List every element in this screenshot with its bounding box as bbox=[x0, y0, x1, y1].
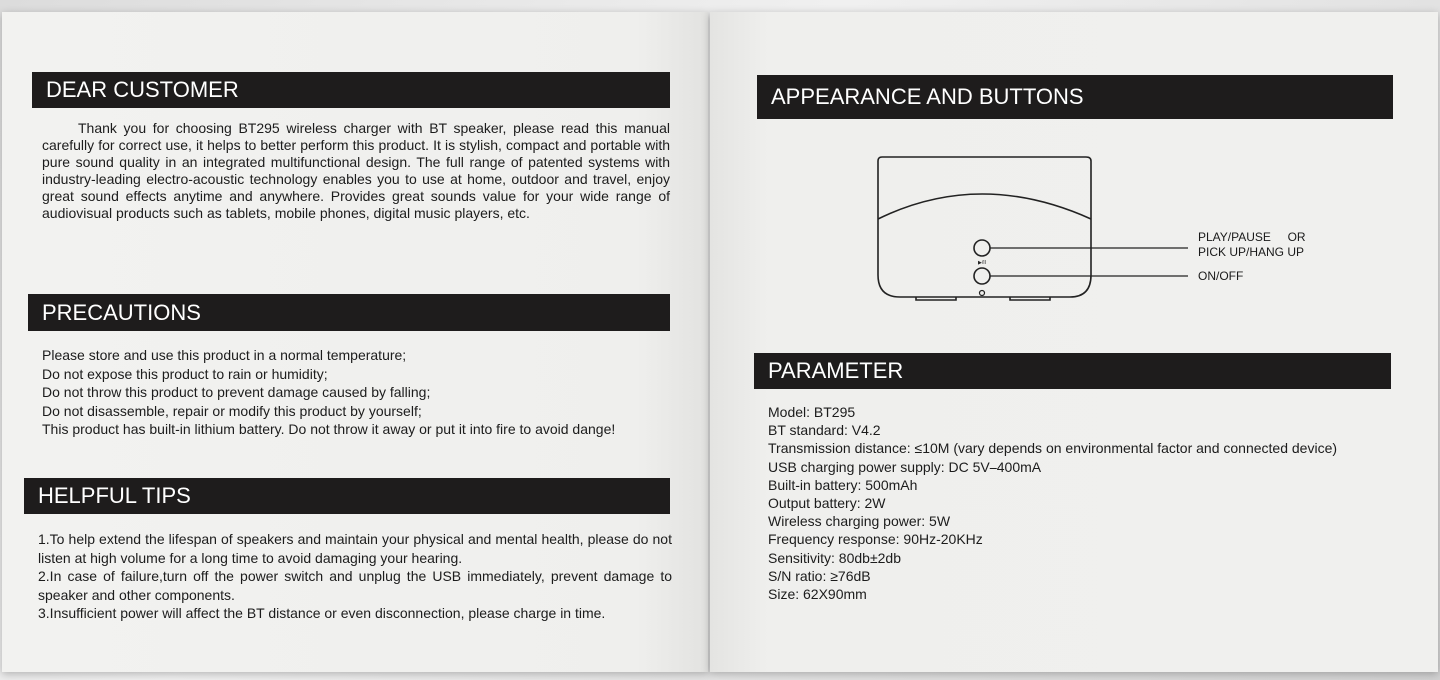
play-pause-mark: ▶/II bbox=[977, 260, 987, 266]
parameter-line: BT standard: V4.2 bbox=[768, 422, 881, 439]
precautions-list bbox=[42, 346, 682, 439]
precautions-heading-text: PRECAUTIONS bbox=[42, 299, 201, 325]
helpful-tips-list bbox=[38, 530, 672, 623]
tip-item: 1.To help extend the lifespan of speakers and maintain your physical and mental health, please do not listen at high volume for a long time to avoid damaging your hearing. bbox=[38, 531, 672, 566]
parameter-line: Output battery: 2W bbox=[768, 495, 886, 512]
dear-customer-text: Thank you for choosing BT295 wireless charger with BT speaker, please read this manual carefully for correct use, it helps to better perform this product. It is stylish, compact and portable with pure sound quality in an integrated multifunctional design. The full range of patented systems with industry-leading electro-acoustic technology enables you to use at home, outdoor and travel, enjoy great sound effects anytime and anywhere. Provides great sounds value for your wide range of audiovisual products such as tablets, mobile phones, digital music players, etc. bbox=[42, 120, 670, 221]
dear-customer-body bbox=[42, 120, 670, 222]
precautions-heading bbox=[28, 294, 670, 331]
parameter-line: S/N ratio: ≥76dB bbox=[768, 567, 871, 584]
parameter-line: Wireless charging power: 5W bbox=[768, 513, 951, 530]
precaution-line: Please store and use this product in a normal temperature; bbox=[42, 347, 407, 363]
power-symbol-icon bbox=[980, 291, 985, 296]
precaution-line: Do not expose this product to rain or humidity; bbox=[42, 365, 328, 382]
appearance-heading-text: APPEARANCE AND BUTTONS bbox=[771, 84, 1084, 109]
power-button-icon bbox=[974, 268, 990, 284]
dear-customer-heading bbox=[32, 72, 670, 108]
parameter-line: Size: 62X90mm bbox=[768, 586, 867, 603]
parameter-line: USB charging power supply: DC 5V⎯400mA bbox=[768, 458, 1042, 475]
right-page bbox=[710, 12, 1438, 672]
tip-item: 3.Insufficient power will affect the BT distance or even disconnection, please charge in time. bbox=[38, 605, 606, 621]
precaution-line: Do not throw this product to prevent damage caused by falling; bbox=[42, 384, 431, 400]
tip-item: 2.In case of failure,turn off the power switch and unplug the USB immediately, prevent damage to speaker and other components. bbox=[38, 568, 672, 603]
parameter-line: Frequency response: 90Hz-20KHz bbox=[768, 531, 983, 548]
parameter-line: Model: BT295 bbox=[768, 404, 856, 420]
play-pause-label-line1: PLAY/PAUSE OR bbox=[1198, 230, 1306, 244]
parameter-line: Sensitivity: 80db±2db bbox=[768, 549, 901, 566]
parameter-heading bbox=[754, 353, 1391, 389]
speaker-top-curve bbox=[878, 194, 1091, 219]
play-pause-label-line2: PICK UP/HANG UP bbox=[1198, 245, 1305, 259]
parameter-line: Transmission distance: ≤10M (vary depends on environmental factor and connected device) bbox=[768, 440, 1338, 457]
helpful-tips-heading-text: HELPFUL TIPS bbox=[38, 483, 191, 508]
precaution-line: This product has built-in lithium battery. Do not throw it away or put it into fire to avoid dange! bbox=[42, 421, 616, 437]
parameter-line: Built-in battery: 500mAh bbox=[768, 476, 918, 493]
play-pause-label bbox=[1198, 230, 1306, 260]
speaker-diagram bbox=[710, 147, 1438, 347]
dear-customer-heading-text: DEAR CUSTOMER bbox=[46, 77, 239, 102]
precaution-line: Do not disassemble, repair or modify this product by yourself; bbox=[42, 402, 422, 419]
onoff-label: ON/OFF bbox=[1198, 269, 1244, 283]
helpful-tips-heading bbox=[24, 478, 670, 514]
appearance-heading bbox=[757, 75, 1393, 119]
parameter-list bbox=[768, 403, 1428, 603]
left-page bbox=[2, 12, 708, 672]
parameter-heading-text: PARAMETER bbox=[768, 358, 904, 383]
play-pause-button-icon bbox=[974, 240, 990, 256]
